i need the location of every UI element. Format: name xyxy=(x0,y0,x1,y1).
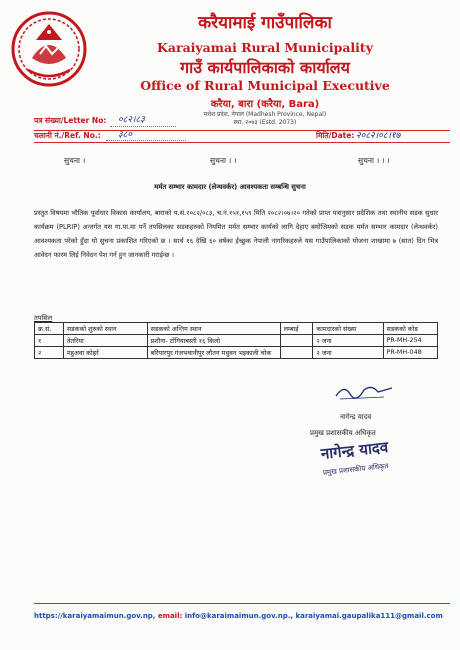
table-row xyxy=(35,347,438,359)
notice-word-2: सुचना । । xyxy=(210,156,237,165)
established-line: स्था. २०७३ (Estd. 2073) xyxy=(233,119,297,126)
notice-word-3: सुचना । । । xyxy=(358,156,390,165)
letter-no-value: ०८२।८३ xyxy=(118,115,145,125)
svg-text:नागेन्द्र यादव: नागेन्द्र यादव xyxy=(320,437,389,463)
cell-workers: २ जना xyxy=(313,335,383,347)
col-length: लम्बाई xyxy=(280,323,313,335)
notice-body: प्रस्तुत विषयमा भौतिक पूर्वाधार विकास कार्यालय, बाराको प.सं.२०८२/०८३, च.नं.१५१,१५९ मिति २०८२।०७।२० गतेको प्राप्त पत्रानुसार प्रदेशिक तथा स्थानीय सडक सुधार कार्यक्रम (PLRIP) अन्तर्गत यस गा.पा.मा पर्ने तपसिलका सडकहरुको नियमित मर्मत सम्भार कार्यको लागि देहाए बमोजिमको सडक मर्मत सम्भार कामदार (लेन्थवर्कर) आवश्यकता परेको हुँदा यो सुचना प्रकाशित गरिएको छ । सार्थ १६ देखि ६० वर्षका ईच्छुक नेपाली नागरिकहरुले यस गाउँपालिकाको योजना शाखामा ७ (सात) दिन भित्र आवेदन फारम लिई निवेदन पेश गर्न हुन जानकारी गराईन्छ । xyxy=(34,209,438,259)
ref-no-line xyxy=(106,140,186,141)
municipality-name-en: Karaiyamai Rural Municipality xyxy=(157,40,373,55)
table-header-row xyxy=(35,323,438,335)
website-link[interactable]: https://karaiyamaimun.gov.np, xyxy=(34,612,156,620)
signatory-title: प्रमुख प्रशासकीय अधिकृत xyxy=(310,429,376,437)
col-code: सडकको कोड xyxy=(383,323,437,335)
email-link-2[interactable]: karaiyamai.gaupalika111@gmail.com xyxy=(295,612,443,620)
cell-code: PR-MH-254 xyxy=(383,335,437,347)
svg-text:प्रमुख प्रशासकीय अधिकृत: प्रमुख प्रशासकीय अधिकृत xyxy=(322,462,389,477)
office-address: करैया, बारा (करैया, Bara) xyxy=(210,99,320,110)
office-name-np: गाउँ कार्यपालिकाको कार्यालय xyxy=(180,58,350,77)
ref-divider xyxy=(34,142,450,143)
handwritten-signature xyxy=(334,380,394,402)
col-end: सडकको अन्तिम स्थान xyxy=(147,323,280,335)
signatory-name: नागेन्द्र यादव xyxy=(340,413,372,421)
date-label: मिति/Date: xyxy=(316,131,355,140)
col-sn: क्र.सं. xyxy=(35,323,64,335)
ref-no-label: चलानी नं./Ref. No.: xyxy=(34,131,101,140)
cell-length xyxy=(280,347,313,359)
cell-start: तेतरिया xyxy=(63,335,147,347)
cell-end: बरियारपुर गंजभवानीपुर लौतन मधुवन भइकाली चोक xyxy=(147,347,280,359)
table-title: तपसिल xyxy=(34,314,53,322)
cell-sn: २ xyxy=(35,347,64,359)
footer-contacts xyxy=(34,612,443,620)
cell-length xyxy=(280,335,313,347)
cell-code: PR-MH-048 xyxy=(383,347,437,359)
official-stamp xyxy=(300,432,400,492)
cell-workers: २ जना xyxy=(313,347,383,359)
email-label: email: xyxy=(157,612,183,620)
roads-table xyxy=(34,322,438,359)
province-line: मधेश प्रदेश, नेपाल (Madhesh Province, Nepal) xyxy=(203,111,327,118)
office-name-en: Office of Rural Municipal Executive xyxy=(140,78,390,93)
cell-start: महुअवा कोहर्र xyxy=(63,347,147,359)
col-workers: कामदारको संख्या xyxy=(313,323,383,335)
letter-no-label: पत्र संख्या/Letter No: xyxy=(34,116,107,125)
date-value: २०८२।०८।१७ xyxy=(356,131,401,141)
cell-end: प्रशौना- टाँगियाबस्ती १६ किलो xyxy=(147,335,280,347)
notice-subject: मर्मत सम्भार कामदार (लेन्थवर्कर) आवश्यकता सम्बन्धि सुचना xyxy=(154,183,306,191)
col-start: सडकको शुरुको स्थान xyxy=(63,323,147,335)
footer-divider xyxy=(34,603,450,604)
table-row xyxy=(35,335,438,347)
notice-word-1: सुचना । xyxy=(64,156,86,165)
municipality-name-np: करैयामाई गाउँपालिका xyxy=(198,13,332,33)
cell-sn: १ xyxy=(35,335,64,347)
ref-no-value: ३८० xyxy=(118,130,133,140)
email-link[interactable]: info@karaimaimun.gov.np., xyxy=(184,612,294,620)
